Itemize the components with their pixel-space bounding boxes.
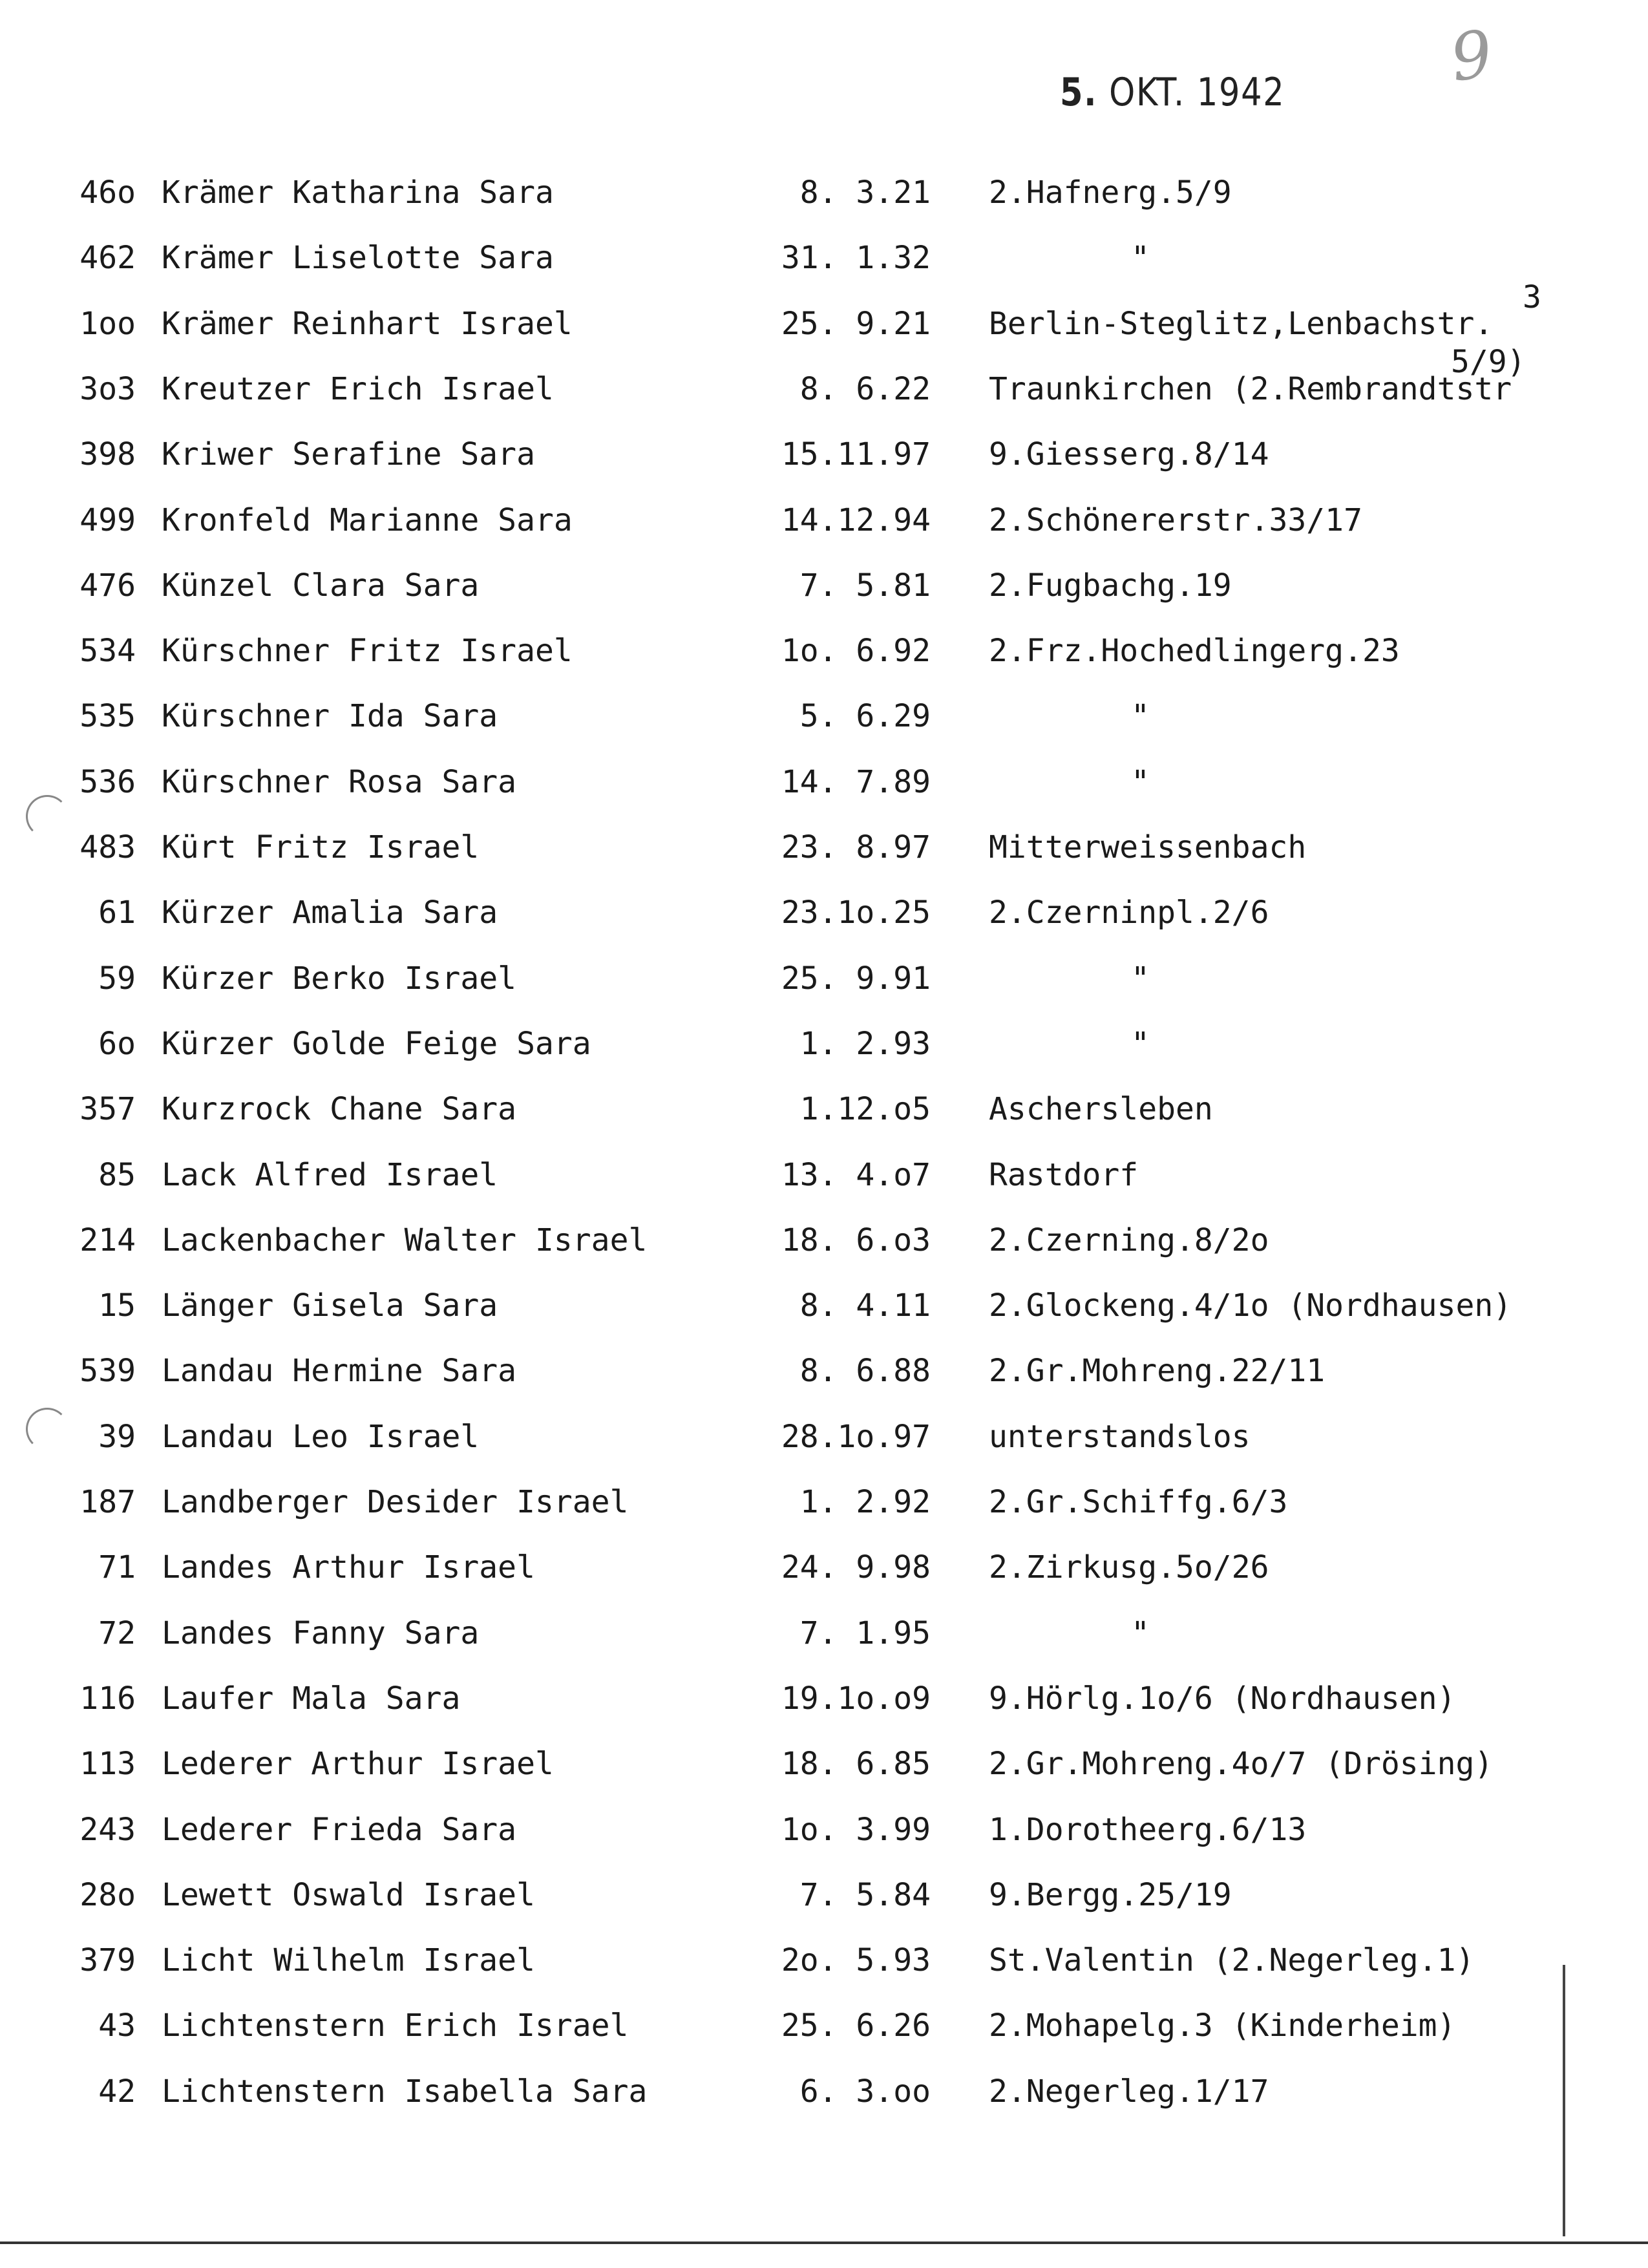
table-row: [0, 304, 1648, 370]
birth-date: 7. 5.84: [799, 1876, 931, 1913]
table-row: [0, 173, 1648, 238]
address: 2.Schönererstr.33/17: [989, 502, 1362, 538]
table-row: [0, 501, 1648, 566]
entry-number: 243: [79, 1811, 136, 1848]
person-name: Kriwer Serafine Sara: [162, 436, 535, 473]
table-row: [0, 1351, 1648, 1417]
address: ": [1131, 763, 1150, 800]
table-row: [0, 1548, 1648, 1613]
address: 2.Negerleg.1/17: [989, 2073, 1269, 2110]
entry-number: 113: [79, 1746, 136, 1783]
birth-date: 7. 1.95: [799, 1615, 931, 1651]
address: 2.Frz.Hochedlingerg.23: [989, 633, 1400, 670]
birth-date: 2o. 5.93: [781, 1942, 931, 1979]
address: 2.Glockeng.4/1o (Nordhausen): [989, 1288, 1512, 1324]
table-row: [0, 1876, 1648, 1941]
person-name: Kreutzer Erich Israel: [162, 370, 554, 407]
bottom-rule: [0, 2242, 1648, 2244]
entry-number: 357: [79, 1091, 136, 1128]
table-row: [0, 1024, 1648, 1090]
address: 2.Gr.Mohreng.22/11: [989, 1353, 1326, 1390]
person-name: Künzel Clara Sara: [162, 567, 480, 604]
birth-date: 18. 6.o3: [781, 1222, 931, 1258]
person-name: Lackenbacher Walter Israel: [162, 1222, 648, 1258]
entry-number: 499: [79, 502, 136, 538]
entry-number: 72: [98, 1615, 136, 1651]
date-stamp: [1060, 70, 1285, 115]
stamp-month-year: OKT. 1942: [1109, 70, 1285, 115]
address: 2.Mohapelg.3 (Kinderheim): [989, 2008, 1456, 2044]
table-row: [0, 1156, 1648, 1221]
person-name: Landes Arthur Israel: [162, 1549, 535, 1586]
birth-date: 8. 6.22: [799, 370, 931, 407]
person-name: Lichtenstern Isabella Sara: [162, 2073, 648, 2110]
person-name: Kürzer Golde Feige Sara: [162, 1025, 591, 1062]
person-name: Krämer Liselotte Sara: [162, 240, 554, 277]
address: ": [1131, 240, 1150, 277]
address: ": [1131, 698, 1150, 735]
entry-number: 483: [79, 829, 136, 865]
table-row: [0, 435, 1648, 500]
person-name: Kürt Fritz Israel: [162, 829, 480, 865]
entry-number: 539: [79, 1353, 136, 1390]
table-row: [0, 238, 1648, 304]
table-row: [0, 697, 1648, 762]
birth-date: 23. 8.97: [781, 829, 931, 865]
address: Traunkirchen (2.Rembrandtstr: [989, 370, 1512, 407]
handwritten-page-number: 9: [1446, 16, 1497, 96]
person-name: Kürzer Berko Israel: [162, 960, 517, 997]
person-name: Landau Hermine Sara: [162, 1353, 517, 1390]
person-name: Krämer Reinhart Israel: [162, 305, 573, 342]
address: St.Valentin (2.Negerleg.1): [989, 1942, 1475, 1979]
entry-number: 3o3: [79, 370, 136, 407]
person-name: Kürschner Rosa Sara: [162, 763, 517, 800]
table-row: [0, 631, 1648, 697]
person-name: Kronfeld Marianne Sara: [162, 502, 573, 538]
birth-date: 1.12.o5: [799, 1091, 931, 1128]
person-name: Lederer Arthur Israel: [162, 1746, 554, 1783]
birth-date: 31. 1.32: [781, 240, 931, 277]
address: ": [1131, 960, 1150, 997]
birth-date: 8. 4.11: [799, 1288, 931, 1324]
birth-date: 25. 9.91: [781, 960, 931, 997]
address: 2.Czerning.8/2o: [989, 1222, 1269, 1258]
birth-date: 13. 4.o7: [781, 1156, 931, 1193]
table-row: [0, 1090, 1648, 1155]
table-row: [0, 1614, 1648, 1679]
person-name: Landberger Desider Israel: [162, 1484, 629, 1520]
address: Rastdorf: [989, 1156, 1139, 1193]
stamp-day: 5.: [1060, 70, 1098, 115]
person-name: Länger Gisela Sara: [162, 1288, 498, 1324]
address: Aschersleben: [989, 1091, 1213, 1128]
table-row: [0, 1483, 1648, 1548]
entry-number: 534: [79, 633, 136, 670]
person-name: Kürschner Ida Sara: [162, 698, 498, 735]
table-row: [0, 370, 1648, 435]
person-name: Landes Fanny Sara: [162, 1615, 480, 1651]
margin-line: [1563, 1965, 1565, 2236]
address: 9.Hörlg.1o/6 (Nordhausen): [989, 1680, 1456, 1717]
table-row: [0, 763, 1648, 828]
birth-date: 14. 7.89: [781, 763, 931, 800]
entry-number: 476: [79, 567, 136, 604]
person-name: Licht Wilhelm Israel: [162, 1942, 535, 1979]
entry-number: 15: [98, 1288, 136, 1324]
entry-number: 46o: [79, 175, 136, 211]
entry-number: 28o: [79, 1876, 136, 1913]
table-row: [0, 828, 1648, 893]
entry-number: 59: [98, 960, 136, 997]
address: Berlin-Steglitz,Lenbachstr.: [989, 305, 1494, 342]
address: Mitterweissenbach: [989, 829, 1307, 865]
entry-number: 42: [98, 2073, 136, 2110]
table-row: [0, 893, 1648, 959]
birth-date: 8. 3.21: [799, 175, 931, 211]
punch-hole-mark: [26, 795, 69, 838]
table-row: [0, 1417, 1648, 1483]
address: 2.Gr.Schiffg.6/3: [989, 1484, 1288, 1520]
entry-number: 398: [79, 436, 136, 473]
table-row: [0, 1286, 1648, 1351]
address: 2.Zirkusg.5o/26: [989, 1549, 1269, 1586]
address: ": [1131, 1615, 1150, 1651]
person-name: Lewett Oswald Israel: [162, 1876, 535, 1913]
address: 2.Czerninpl.2/6: [989, 895, 1269, 931]
table-row: [0, 1941, 1648, 2006]
address: 1.Dorotheerg.6/13: [989, 1811, 1307, 1848]
person-name: Lederer Frieda Sara: [162, 1811, 517, 1848]
person-name: Landau Leo Israel: [162, 1418, 480, 1455]
table-row: [0, 959, 1648, 1024]
birth-date: 25. 9.21: [781, 305, 931, 342]
entry-number: 1oo: [79, 305, 136, 342]
birth-date: 19.1o.o9: [781, 1680, 931, 1717]
birth-date: 15.11.97: [781, 436, 931, 473]
address: 2.Hafnerg.5/9: [989, 175, 1232, 211]
entry-number: 462: [79, 240, 136, 277]
birth-date: 7. 5.81: [799, 567, 931, 604]
entry-number: 187: [79, 1484, 136, 1520]
punch-hole-mark: [26, 1408, 69, 1450]
table-row: [0, 1679, 1648, 1744]
person-name: Kürzer Amalia Sara: [162, 895, 498, 931]
entry-number: 536: [79, 763, 136, 800]
birth-date: 1o. 3.99: [781, 1811, 931, 1848]
birth-date: 1. 2.93: [799, 1025, 931, 1062]
address-continuation-number: 3: [1523, 279, 1541, 315]
person-name: Kurzrock Chane Sara: [162, 1091, 517, 1128]
table-row: [0, 566, 1648, 631]
birth-date: 18. 6.85: [781, 1746, 931, 1783]
entry-number: 85: [98, 1156, 136, 1193]
person-name: Lack Alfred Israel: [162, 1156, 498, 1193]
entry-number: 71: [98, 1549, 136, 1586]
address: 9.Giesserg.8/14: [989, 436, 1269, 473]
birth-date: 1. 2.92: [799, 1484, 931, 1520]
entry-number: 214: [79, 1222, 136, 1258]
birth-date: 14.12.94: [781, 502, 931, 538]
entry-number: 6o: [98, 1025, 136, 1062]
person-name: Lichtenstern Erich Israel: [162, 2008, 629, 2044]
entry-number: 379: [79, 1942, 136, 1979]
birth-date: 25. 6.26: [781, 2008, 931, 2044]
birth-date: 8. 6.88: [799, 1353, 931, 1390]
entry-number: 43: [98, 2008, 136, 2044]
birth-date: 1o. 6.92: [781, 633, 931, 670]
birth-date: 24. 9.98: [781, 1549, 931, 1586]
table-row: [0, 2006, 1648, 2072]
table-row: [0, 1221, 1648, 1286]
person-name: Kürschner Fritz Israel: [162, 633, 573, 670]
birth-date: 6. 3.oo: [799, 2073, 931, 2110]
table-row: [0, 2072, 1648, 2137]
address-continuation-unit: 5/9): [1451, 344, 1526, 380]
person-name: Laufer Mala Sara: [162, 1680, 461, 1717]
birth-date: 23.1o.25: [781, 895, 931, 931]
entry-number: 535: [79, 698, 136, 735]
birth-date: 5. 6.29: [799, 698, 931, 735]
address: unterstandslos: [989, 1418, 1251, 1455]
birth-date: 28.1o.97: [781, 1418, 931, 1455]
entry-number: 39: [98, 1418, 136, 1455]
entry-number: 116: [79, 1680, 136, 1717]
address: 9.Bergg.25/19: [989, 1876, 1232, 1913]
person-name: Krämer Katharina Sara: [162, 175, 554, 211]
address: 2.Fugbachg.19: [989, 567, 1232, 604]
table-row: [0, 1744, 1648, 1810]
address: ": [1131, 1025, 1150, 1062]
table-row: [0, 1810, 1648, 1876]
address: 2.Gr.Mohreng.4o/7 (Drösing): [989, 1746, 1494, 1783]
entry-number: 61: [98, 895, 136, 931]
